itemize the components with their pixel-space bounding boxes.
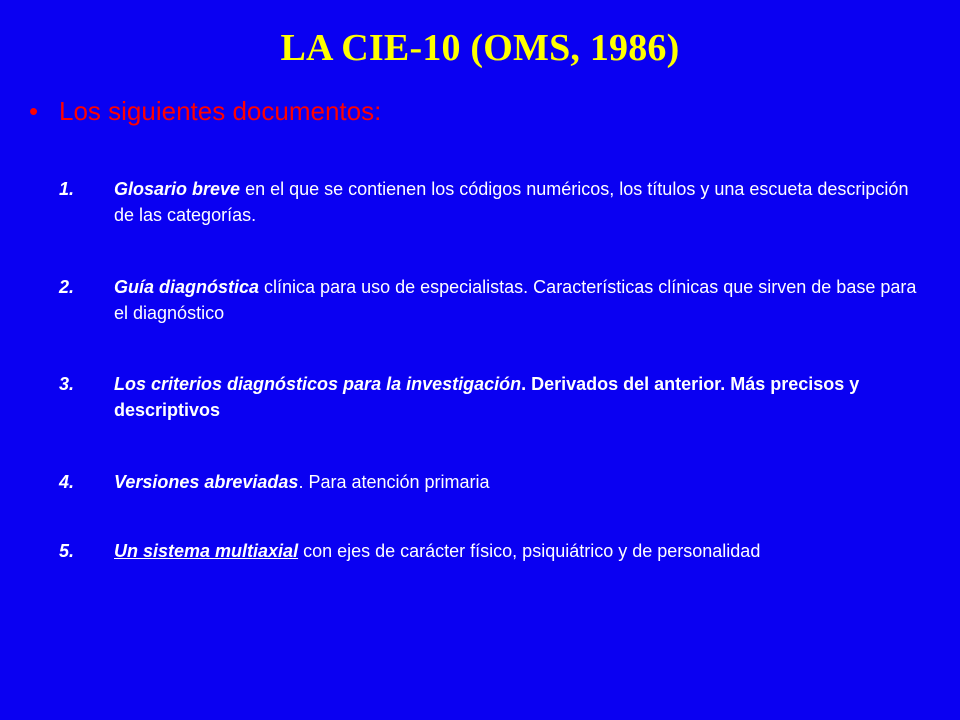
bullet-icon: • [29,96,39,126]
list-item-4 [59,469,929,495]
list-item-text [114,538,929,564]
list-item-5 [59,538,929,564]
list-item-number: 4. [59,472,75,492]
list-item-rest: con ejes de carácter físico, psiquiátrico y de personalidad [298,541,761,561]
list-item-number: 2. [59,277,75,297]
list-item-number: 5. [59,541,75,561]
list-item-rest: en el que se contienen los códigos numéricos, los títulos y una escueta descripción de las categorías. [114,179,909,225]
list-item-emphasis: Glosario breve [114,179,241,199]
list-item-text [114,469,929,495]
list-item-number: 3. [59,374,75,394]
list-item-rest: . Para atención primaria [298,472,490,492]
list-item-text [114,371,929,423]
list-item-3 [59,371,929,423]
list-item-emphasis: Los criterios diagnósticos para la investigación [114,374,522,394]
list-item-2 [59,274,929,326]
list-item-emphasis: Un sistema multiaxial [114,541,299,561]
list-item-rest: . Derivados del anterior. Más precisos y descriptivos [114,374,860,420]
list-item-number: 1. [59,179,75,199]
list-item-emphasis: Guía diagnóstica [114,277,260,297]
list-item-1 [59,176,929,228]
bullet-heading [29,96,381,127]
list-item-text [114,274,929,326]
bullet-heading-text: Los siguientes documentos: [59,96,382,126]
list-item-rest: clínica para uso de especialistas. Características clínicas que sirven de base para el diagnóstico [114,277,917,323]
list-item-emphasis: Versiones abreviadas [114,472,299,492]
list-item-text [114,176,929,228]
slide-title: LA CIE-10 (OMS, 1986) [280,27,680,69]
